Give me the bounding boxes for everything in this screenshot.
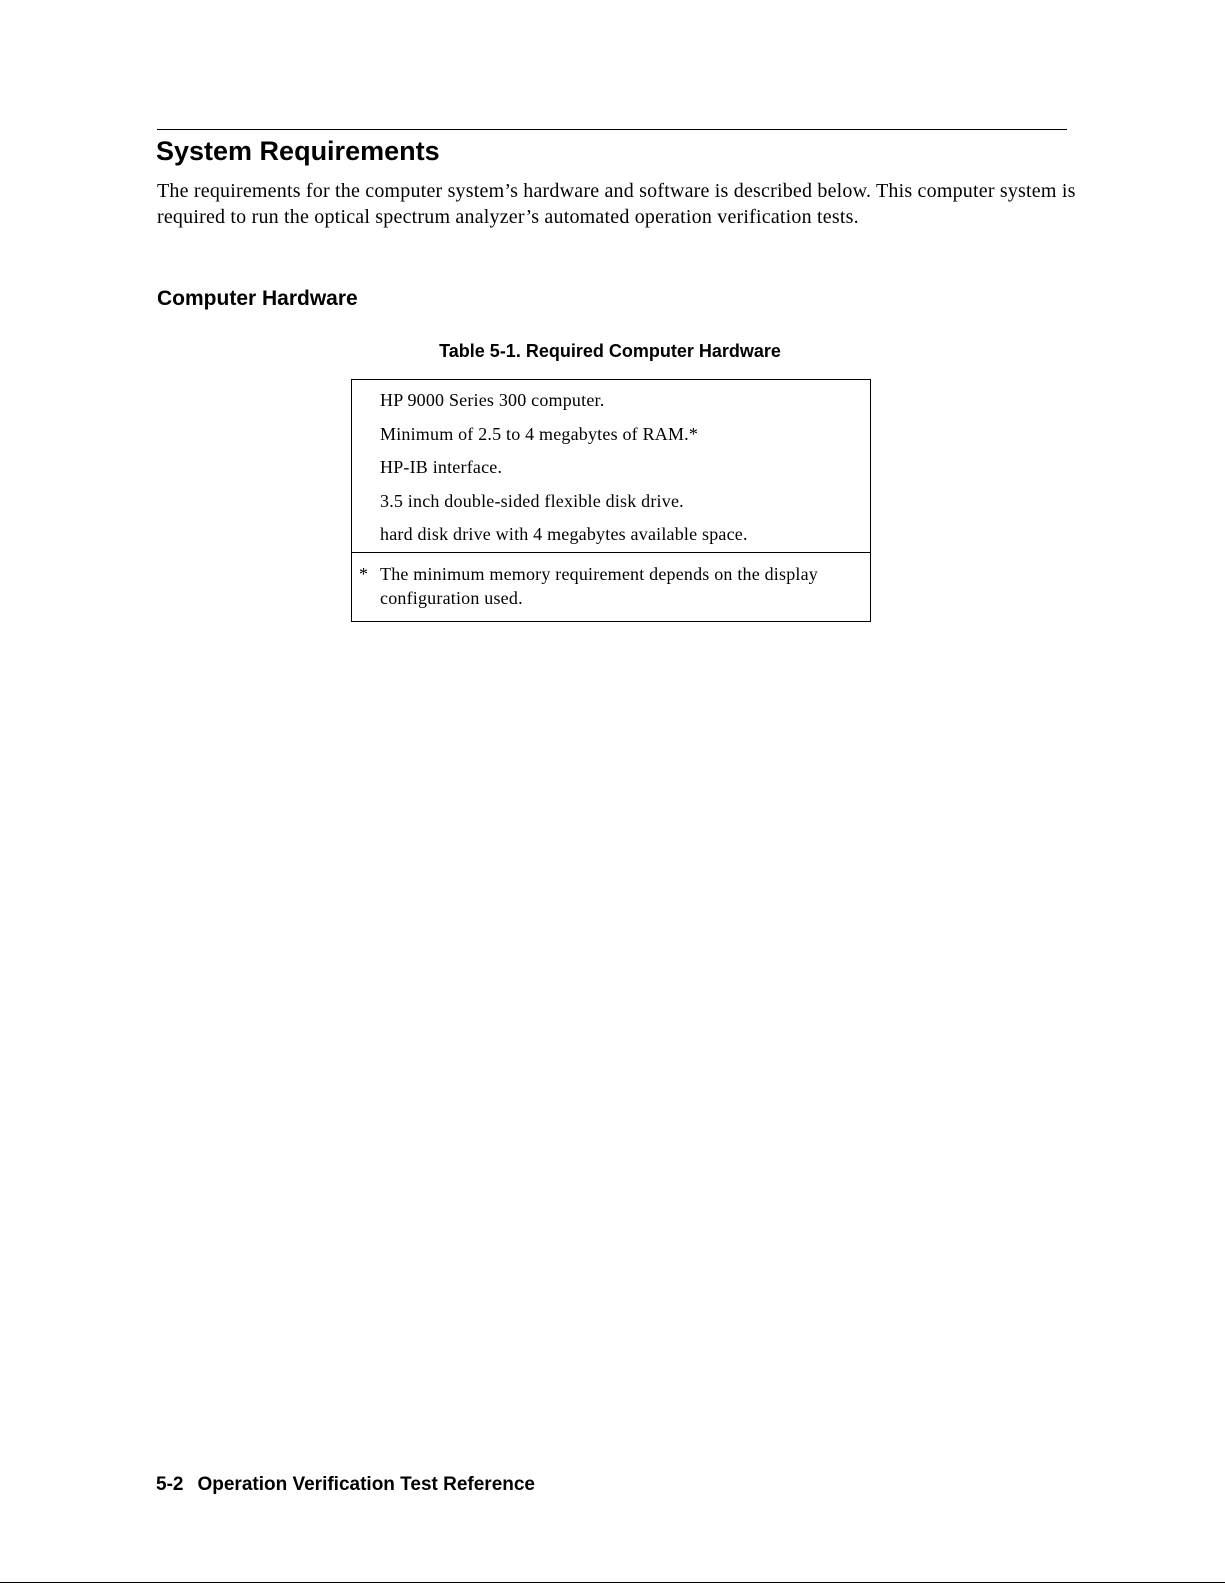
page-footer — [156, 1473, 535, 1497]
list-item: Minimum of 2.5 to 4 megabytes of RAM.* — [380, 423, 699, 444]
hardware-list — [352, 380, 870, 553]
subsection-title: Computer Hardware — [157, 287, 358, 310]
intro-paragraph: The requirements for the computer system’s hardware and software is described below. This computer system is required to run the optical spectrum analyzer’s automated operation verification tests. — [157, 180, 1076, 228]
list-item: HP 9000 Series 300 computer. — [380, 390, 605, 410]
list-item: HP-IB interface. — [380, 457, 503, 477]
table-footnote — [352, 553, 870, 610]
table-caption: Table 5-1. Required Computer Hardware — [439, 341, 781, 361]
list-item: 3.5 inch double-sided flexible disk drive. — [380, 490, 684, 511]
page-number: 5-2 — [156, 1474, 184, 1495]
bottom-rule — [0, 1582, 1225, 1583]
top-rule — [157, 129, 1067, 130]
list-item: hard disk drive with 4 megabytes available space. — [380, 524, 748, 544]
footnote-mark: * — [359, 564, 369, 584]
section-title: System Requirements — [156, 136, 440, 166]
footer-title: Operation Verification Test Reference — [197, 1474, 535, 1495]
footnote-text: The minimum memory requirement depends on the display configuration used. — [380, 564, 819, 608]
hardware-table — [351, 379, 871, 622]
